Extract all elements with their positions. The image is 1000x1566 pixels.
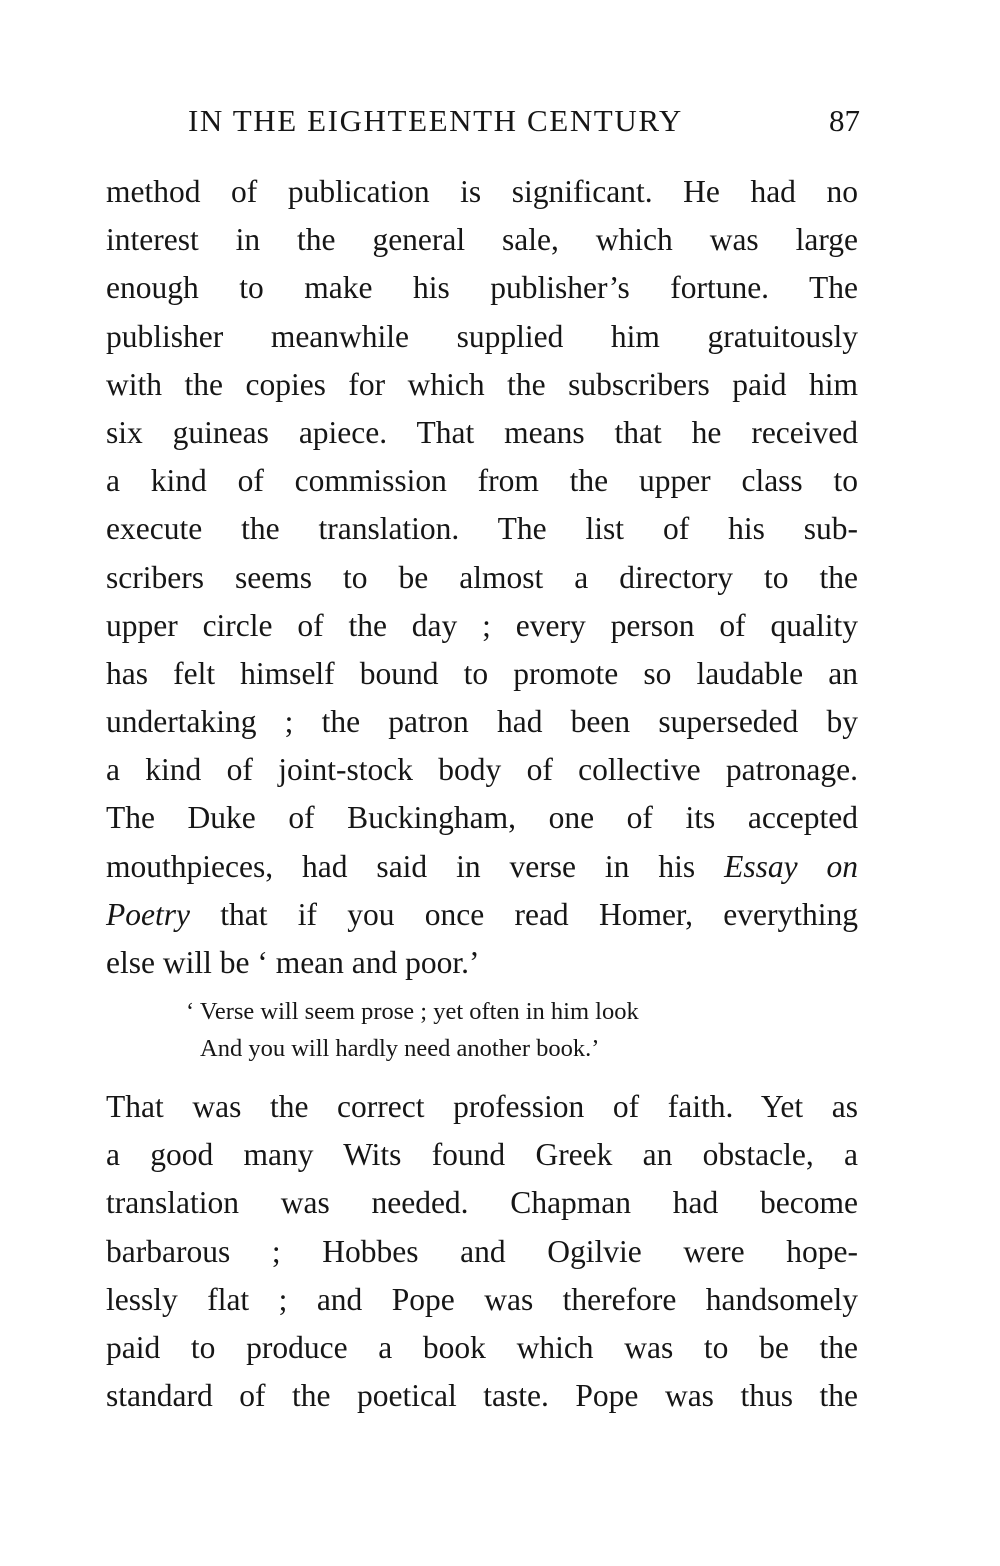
- text-line: interest in the general sale, which was large: [106, 222, 858, 258]
- running-title: IN THE EIGHTEENTH CENTURY: [188, 103, 683, 138]
- verse-quotation: [186, 993, 746, 1067]
- text-line: barbarous ; Hobbes and Ogilvie were hope-: [106, 1233, 858, 1269]
- text-line: undertaking ; the patron had been superseded by: [106, 704, 858, 740]
- text-line: That was the correct profession of faith. Yet as: [106, 1089, 858, 1124]
- text-line: publisher meanwhile supplied him gratuitously: [106, 318, 858, 354]
- text-line: else will be ‘ mean and poor.’: [106, 945, 480, 980]
- page-number: 87: [829, 103, 860, 138]
- text-line: lessly flat ; and Pope was therefore handsomely: [106, 1281, 858, 1317]
- text-line: a good many Wits found Greek an obstacle, a: [106, 1137, 858, 1173]
- paragraph-1: [106, 168, 858, 987]
- text-line: has felt himself bound to promote so laudable an: [106, 655, 858, 691]
- text-line: a kind of commission from the upper class to: [106, 463, 858, 499]
- text-segment: mouthpieces, had said in verse in his: [106, 848, 725, 884]
- text-line: The Duke of Buckingham, one of its accepted: [106, 800, 858, 836]
- text-line-with-italic: [106, 843, 858, 891]
- text-line: upper circle of the day ; every person of quality: [106, 607, 858, 643]
- text-segment: that if you once read Homer, everything: [189, 896, 858, 932]
- book-title-italic: Poetry: [106, 896, 190, 932]
- text-line: execute the translation. The list of his sub-: [106, 511, 858, 547]
- text-line: standard of the poetical taste. Pope was thus the: [106, 1378, 858, 1414]
- text-line-with-italic: [106, 891, 858, 939]
- text-line: method of publication is significant. He had no: [106, 174, 858, 209]
- text-line: a kind of joint-stock body of collective patronage.: [106, 752, 858, 788]
- text-line: translation was needed. Chapman had become: [106, 1185, 858, 1221]
- text-line: enough to make his publisher’s fortune. The: [106, 270, 858, 306]
- text-line: paid to produce a book which was to be the: [106, 1329, 858, 1365]
- running-head: [188, 99, 860, 143]
- text-line: six guineas apiece. That means that he received: [106, 414, 858, 450]
- verse-line: And you will hardly need another book.’: [200, 1035, 600, 1062]
- paragraph-2: [106, 1083, 858, 1420]
- verse-line: ‘ Verse will seem prose ; yet often in him look: [186, 998, 639, 1025]
- book-title-italic: Essay on: [724, 848, 859, 884]
- text-line: with the copies for which the subscribers paid him: [106, 366, 858, 402]
- text-line: scribers seems to be almost a directory to the: [106, 559, 858, 595]
